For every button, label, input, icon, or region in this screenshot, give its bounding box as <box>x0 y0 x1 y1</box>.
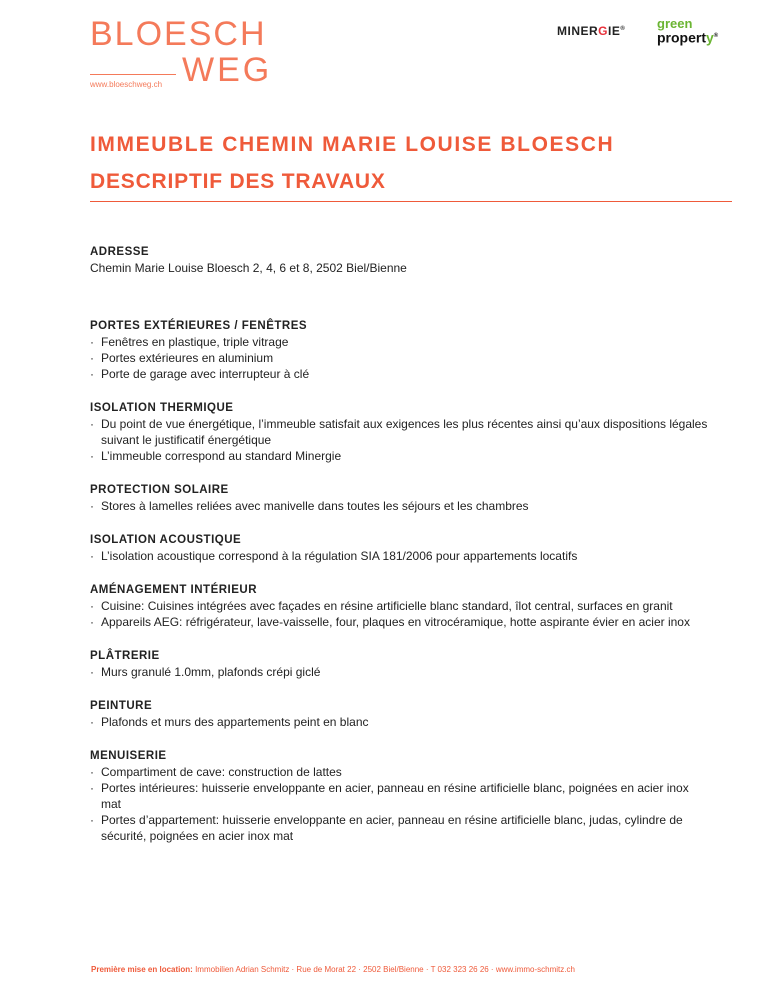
footer <box>91 965 721 974</box>
section-heading: PORTES EXTÉRIEURES / FENÊTRES <box>90 320 308 332</box>
page-subtitle: DESCRIPTIF DES TRAVAUX <box>90 170 386 193</box>
section-list <box>90 318 710 844</box>
list-item: · Portes intérieures: huisserie enveloppante en acier, panneau en résine artificielle blanc, poignées en acier inox mat <box>90 780 710 812</box>
list-item: · L’isolation acoustique correspond à la régulation SIA 181/2006 pour appartements locatifs <box>90 548 710 564</box>
section <box>90 318 710 382</box>
logo-line-weg: WEG <box>182 51 273 89</box>
list-item: · Murs granulé 1.0mm, plafonds crépi giclé <box>90 664 710 680</box>
section-list-items <box>90 498 710 514</box>
section-list-items <box>90 664 710 680</box>
logo-url: www.bloeschweg.ch <box>90 80 163 89</box>
list-item: · Du point de vue énergétique, l’immeuble satisfait aux exigences les plus récentes ainsi qu’aux dispositions légales suivant le justificatif énergétique <box>90 416 710 448</box>
minergie-logo <box>557 24 625 38</box>
list-item: · Porte de garage avec interrupteur à clé <box>90 366 710 382</box>
list-item: · Plafonds et murs des appartements peint en blanc <box>90 714 710 730</box>
section <box>90 400 710 464</box>
greenproperty-line2b: y <box>706 29 714 46</box>
logo-line-bloesch: BLOESCH <box>90 15 267 53</box>
greenproperty-logo <box>657 17 718 45</box>
section-list-items <box>90 598 710 630</box>
section <box>90 532 710 564</box>
list-item: · Cuisine: Cuisines intégrées avec façades en résine artificielle blanc standard, îlot central, surfaces en granit <box>90 598 710 614</box>
section-list-items <box>90 714 710 730</box>
minergie-part-b: IE <box>608 24 621 38</box>
section <box>90 698 710 730</box>
minergie-part-g: G <box>598 24 609 38</box>
section-heading: PLÂTRERIE <box>90 650 160 662</box>
greenproperty-line2 <box>657 30 718 45</box>
list-item: · Stores à lamelles reliées avec manivelle dans toutes les séjours et les chambres <box>90 498 710 514</box>
bloeschweg-logo <box>90 15 273 89</box>
section-heading: ADRESSE <box>90 246 150 258</box>
list-item: · Portes d’appartement: huisserie enveloppante en acier, panneau en résine artificielle blanc, judas, cylindre de sécurité, poignées en acier inox mat <box>90 812 710 844</box>
section-heading: ISOLATION ACOUSTIQUE <box>90 534 242 546</box>
minergie-registered: ® <box>620 26 626 32</box>
section <box>90 648 710 680</box>
section-heading: ISOLATION THERMIQUE <box>90 402 234 414</box>
section-heading: PEINTURE <box>90 700 153 712</box>
section-list-items <box>90 764 710 844</box>
address-text: Chemin Marie Louise Bloesch 2, 4, 6 et 8, 2502 Biel/Bienne <box>90 261 407 275</box>
greenproperty-line2a: propert <box>657 29 706 46</box>
section-heading: MENUISERIE <box>90 750 167 762</box>
section <box>90 482 710 514</box>
section-heading: AMÉNAGEMENT INTÉRIEUR <box>90 584 258 596</box>
footer-text: Immobilien Adrian Schmitz · Rue de Morat 22 · 2502 Biel/Bienne · T 032 323 26 26 · www.immo-schmitz.ch <box>195 965 575 974</box>
greenproperty-line1: green <box>657 16 693 31</box>
section-list-items <box>90 548 710 564</box>
section <box>90 582 710 630</box>
minergie-part-a: MINER <box>557 24 599 38</box>
section-list-items <box>90 416 710 464</box>
document-body <box>90 244 710 862</box>
section <box>90 748 710 844</box>
footer-label: Première mise en location: <box>91 965 193 974</box>
logo-rule <box>90 74 176 75</box>
list-item: · Compartiment de cave: construction de lattes <box>90 764 710 780</box>
list-item: · L’immeuble correspond au standard Minergie <box>90 448 710 464</box>
title-divider <box>90 201 732 202</box>
list-item: · Fenêtres en plastique, triple vitrage <box>90 334 710 350</box>
section-address <box>90 244 710 276</box>
greenproperty-registered: ® <box>713 33 719 39</box>
page-title: IMMEUBLE CHEMIN MARIE LOUISE BLOESCH <box>90 133 615 156</box>
list-item: · Appareils AEG: réfrigérateur, lave-vaisselle, four, plaques en vitrocéramique, hotte aspirante évier en acier inox <box>90 614 710 630</box>
list-item: · Portes extérieures en aluminium <box>90 350 710 366</box>
section-list-items <box>90 334 710 382</box>
section-heading: PROTECTION SOLAIRE <box>90 484 229 496</box>
